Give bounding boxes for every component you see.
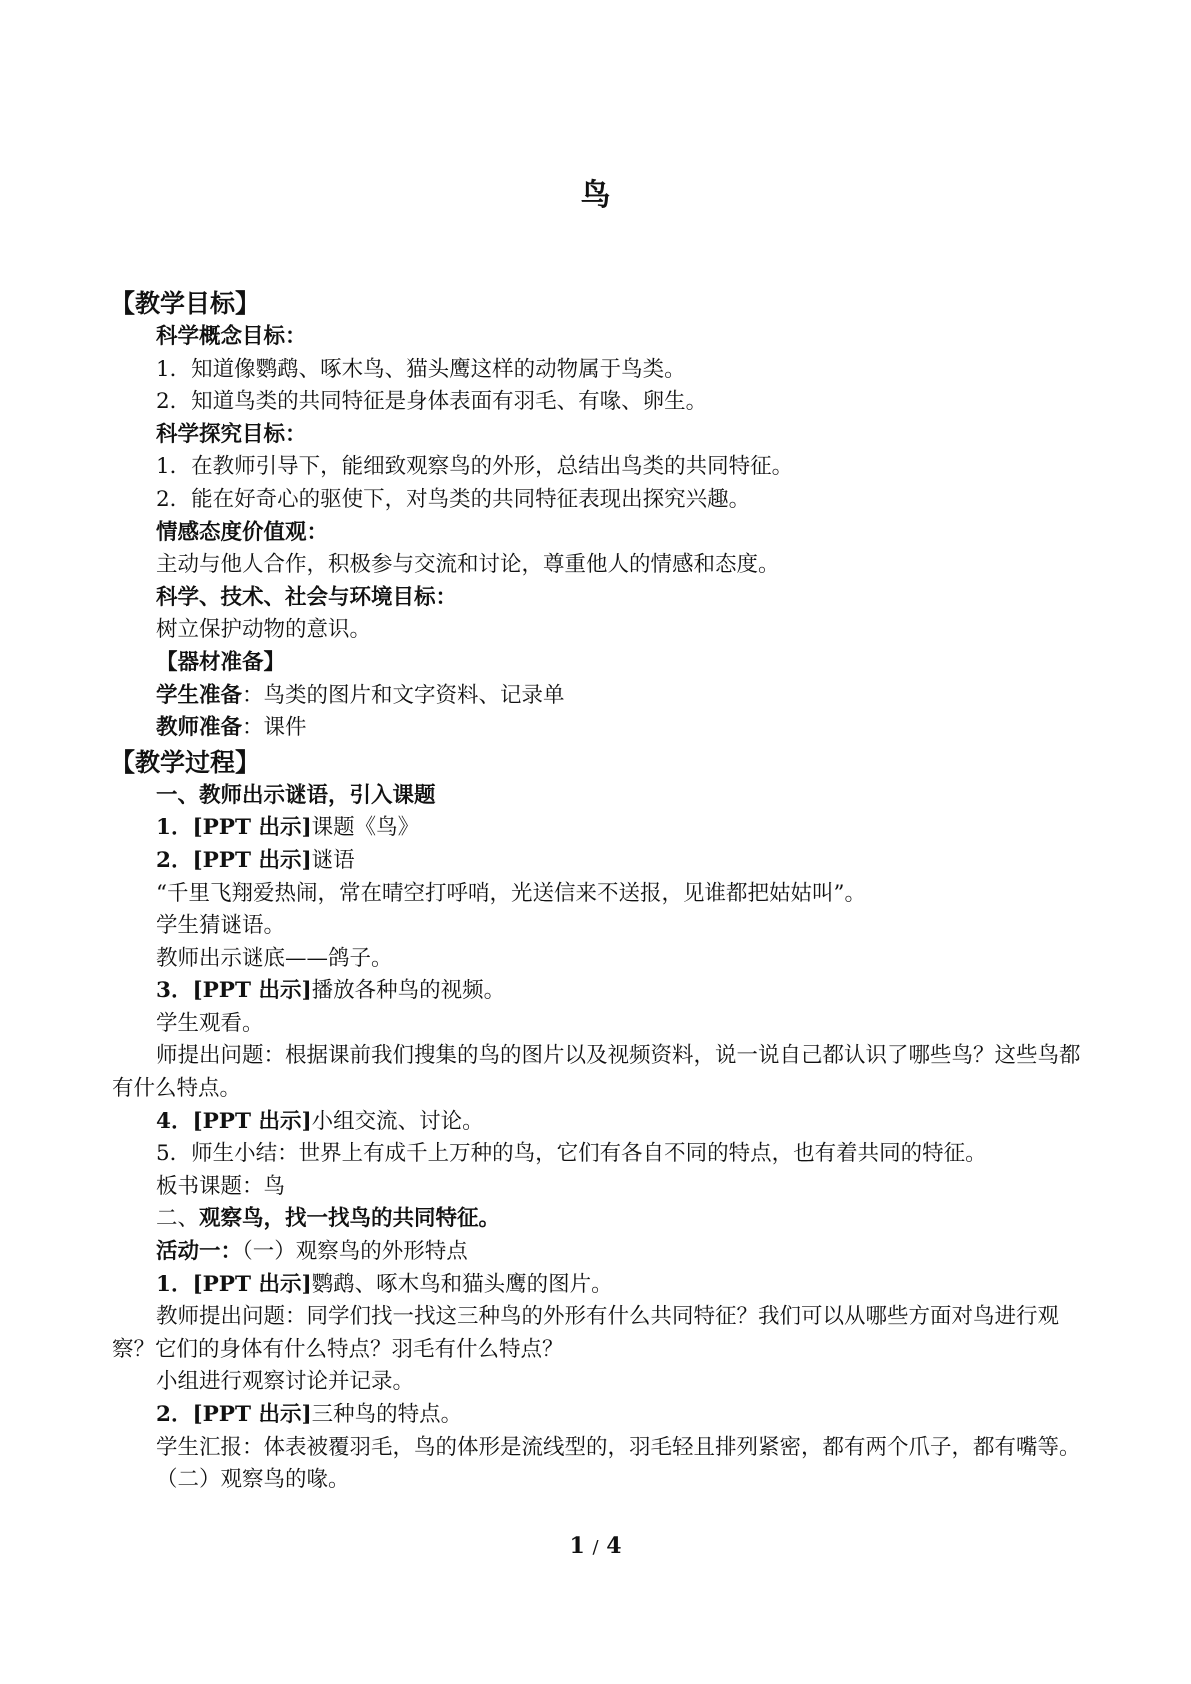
ppt-label: 1．[PPT 出示] bbox=[156, 815, 312, 841]
total-pages: 4 bbox=[606, 1533, 622, 1559]
step-2 bbox=[112, 845, 1092, 878]
paragraph: 教师出示谜底——鸽子。 bbox=[156, 945, 393, 971]
step-text: 三种鸟的特点。 bbox=[311, 1402, 463, 1427]
subheading-concept: 科学概念目标： bbox=[156, 324, 307, 349]
paragraph: “千里飞翔爱热闹，常在晴空打呼哨，光送信来不送报，见谁都把姑姑叫”。 bbox=[156, 880, 866, 906]
materials-student bbox=[112, 680, 1092, 713]
paragraph: 1．在教师引导下，能细致观察鸟的外形，总结出鸟类的共同特征。 bbox=[156, 454, 794, 480]
page-number bbox=[0, 1533, 1191, 1559]
paragraph: 学生汇报：体表被覆羽毛，鸟的体形是流线型的，羽毛轻且排列紧密，都有两个爪子，都有嘴等。 bbox=[156, 1434, 1081, 1460]
subheading-inquiry: 科学探究目标： bbox=[156, 421, 307, 447]
step-text: 鹦鹉、啄木鸟和猫头鹰的图片。 bbox=[311, 1271, 613, 1297]
paragraph: 主动与他人合作，积极参与交流和讨论，尊重他人的情感和态度。 bbox=[156, 552, 780, 578]
paragraph: 2．能在好奇心的驱使下，对鸟类的共同特征表现出探究兴趣。 bbox=[156, 486, 751, 512]
step-3 bbox=[112, 975, 1092, 1008]
paragraph: （二）观察鸟的喙。 bbox=[156, 1467, 350, 1493]
value: （一）观察鸟的外形特点 bbox=[242, 1239, 468, 1265]
part-one-title: 一、教师出示谜语，引入课题 bbox=[156, 782, 436, 808]
page-title: 鸟 bbox=[580, 178, 611, 213]
step-text: 谜语 bbox=[311, 847, 355, 873]
paragraph: 师提出问题：根据课前我们搜集的鸟的图片以及视频资料，说一说自己都认识了哪些鸟？这些鸟都有什么特点。 bbox=[112, 1043, 1081, 1102]
step-text: 小组交流、讨论。 bbox=[311, 1108, 484, 1134]
ppt-label: 2．[PPT 出示] bbox=[156, 1402, 312, 1427]
section-heading-process: 【教学过程】 bbox=[110, 747, 261, 777]
materials-teacher bbox=[112, 712, 1092, 745]
ppt-label: 2．[PPT 出示] bbox=[156, 847, 312, 873]
part-two-title bbox=[112, 1203, 1092, 1236]
paragraph: 5．师生小结：世界上有成千上万种的鸟，它们有各自不同的特点，也有着共同的特征。 bbox=[156, 1141, 987, 1167]
step-text: 课题《鸟》 bbox=[311, 815, 420, 841]
subheading-attitude: 情感态度价值观： bbox=[156, 519, 329, 545]
paragraph: 学生猜谜语。 bbox=[156, 913, 286, 939]
paragraph: 小组进行观察讨论并记录。 bbox=[156, 1369, 415, 1395]
section-heading-goals: 【教学目标】 bbox=[110, 289, 261, 318]
prefix: 二、 bbox=[156, 1206, 200, 1232]
subheading-stse: 科学、技术、社会与环境目标： bbox=[156, 584, 458, 610]
paragraph: 2．知道鸟类的共同特征是身体表面有羽毛、有喙、卵生。 bbox=[156, 389, 708, 415]
activity-step-2 bbox=[112, 1399, 1092, 1432]
step-1 bbox=[112, 812, 1092, 845]
activity-step-1 bbox=[112, 1269, 1092, 1302]
paragraph: 学生观看。 bbox=[156, 1010, 264, 1036]
step-text: 播放各种鸟的视频。 bbox=[311, 978, 506, 1004]
page-separator: / bbox=[592, 1537, 599, 1558]
value: ：课件 bbox=[242, 715, 307, 741]
document-body bbox=[112, 286, 1092, 1497]
label: 教师准备 bbox=[156, 715, 243, 741]
label: 活动一： bbox=[156, 1239, 243, 1265]
ppt-label: 4．[PPT 出示] bbox=[156, 1108, 312, 1134]
paragraph: 板书课题：鸟 bbox=[156, 1173, 286, 1199]
value: ：鸟类的图片和文字资料、记录单 bbox=[242, 682, 565, 708]
label: 学生准备 bbox=[156, 682, 243, 708]
ppt-label: 1．[PPT 出示] bbox=[156, 1271, 312, 1297]
step-4 bbox=[112, 1106, 1092, 1139]
paragraph: 树立保护动物的意识。 bbox=[156, 617, 372, 643]
title-text: 观察鸟，找一找鸟的共同特征。 bbox=[199, 1206, 501, 1232]
ppt-label: 3．[PPT 出示] bbox=[156, 978, 312, 1004]
paragraph: 1．知道像鹦鹉、啄木鸟、猫头鹰这样的动物属于鸟类。 bbox=[156, 356, 686, 382]
paragraph: 教师提出问题：同学们找一找这三种鸟的外形有什么共同特征？我们可以从哪些方面对鸟进行观察？它们的身体有什么特点？羽毛有什么特点？ bbox=[112, 1304, 1060, 1362]
current-page: 1 bbox=[569, 1533, 585, 1559]
activity-one bbox=[112, 1236, 1092, 1269]
subheading-materials: 【器材准备】 bbox=[156, 649, 286, 675]
